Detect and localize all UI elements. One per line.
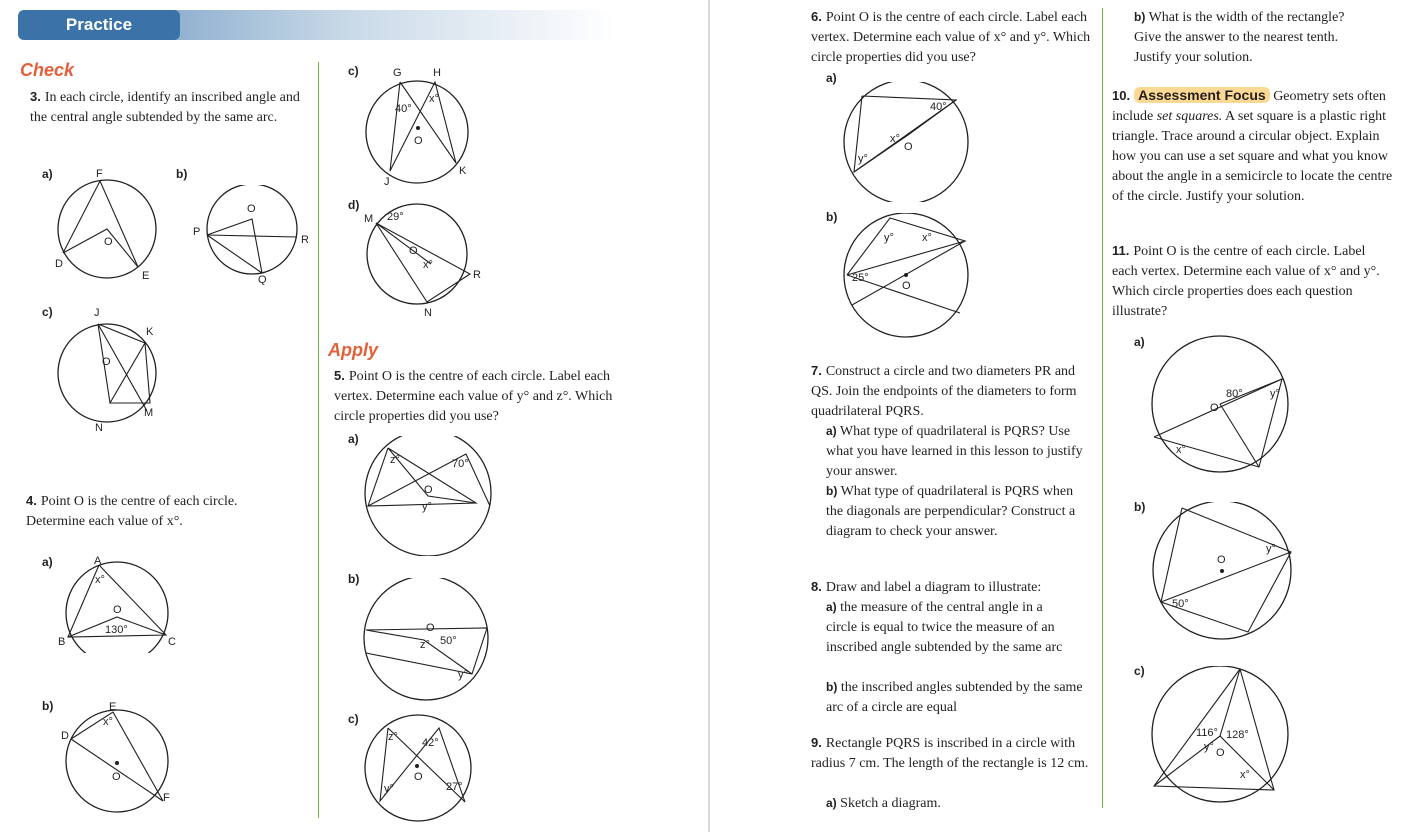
question-9a — [826, 793, 1092, 814]
q3b-circle-diagram — [190, 185, 315, 285]
vertex-label: M — [364, 213, 374, 225]
part-label: a) — [1134, 335, 1145, 349]
angle-label: 128° — [1226, 729, 1249, 741]
part-label: c) — [348, 64, 359, 78]
vertex-label: J — [384, 176, 390, 188]
question-number: 3. — [30, 89, 41, 104]
part-label: d) — [348, 198, 360, 212]
q3d-circle-diagram — [355, 196, 485, 321]
vertex-label: F — [96, 168, 103, 180]
question-text: the measure of the central angle in a circle is equal to twice the measure of an inscribed angle subtended by the same arc — [826, 600, 1063, 655]
q3c-circle-diagram — [50, 303, 175, 438]
part-label: a) — [826, 600, 837, 614]
centre-label: O — [424, 484, 433, 496]
angle-label: y° — [422, 501, 432, 513]
vertex-label: H — [433, 67, 441, 79]
angle-label: 27° — [446, 781, 463, 793]
question-text: Rectangle PQRS is inscribed in a circle with radius 7 cm. The length of the rectangle is 12 cm. — [811, 736, 1089, 771]
part-label: b) — [1134, 500, 1146, 514]
question-9 — [811, 733, 1091, 774]
question-9b — [1134, 7, 1374, 68]
angle-label: y° — [1266, 543, 1276, 555]
question-text: the inscribed angles subtended by the same arc of a circle are equal — [826, 680, 1083, 715]
part-label: c) — [1134, 664, 1145, 678]
q4a-circle-diagram — [55, 553, 185, 653]
part-label: b) — [826, 680, 838, 694]
angle-label: x° — [423, 259, 433, 271]
page-gutter — [708, 0, 710, 832]
angle-label: x° — [922, 232, 932, 244]
vertex-label: E — [109, 701, 117, 713]
column-divider-right — [1102, 8, 1103, 808]
q11a-circle-diagram — [1148, 335, 1298, 475]
vertex-label: D — [61, 730, 69, 742]
question-5 — [334, 366, 619, 427]
question-7 — [811, 361, 1096, 422]
q5c-circle-diagram — [360, 710, 500, 832]
question-text: Point O is the centre of each circle. Label each vertex. Determine each value of x° and y°. Which circle properties did you use? — [811, 10, 1091, 65]
part-label: c) — [348, 712, 359, 726]
angle-label: z° — [420, 639, 430, 651]
angle-label: z° — [390, 454, 400, 466]
vertex-label: E — [142, 270, 150, 282]
centre-label: O — [1216, 747, 1225, 759]
question-6 — [811, 7, 1096, 68]
angle-label: x° — [103, 716, 113, 728]
question-text: Point O is the centre of each circle. Determine each value of x°. — [26, 494, 238, 529]
vertex-label: F — [163, 792, 170, 804]
angle-label: 50° — [1172, 598, 1189, 610]
question-10 — [1112, 85, 1402, 207]
part-label: b) — [826, 210, 838, 224]
part-label: b) — [42, 699, 54, 713]
q6b-circle-diagram — [840, 213, 980, 338]
centre-label: O — [112, 771, 121, 783]
question-8b — [826, 677, 1088, 718]
question-7b — [826, 481, 1092, 542]
vertex-label: K — [146, 326, 154, 338]
q3a-circle-diagram — [50, 165, 170, 285]
angle-label: y° — [1270, 388, 1280, 400]
angle-label: 25° — [852, 272, 869, 284]
vertex-label: B — [58, 636, 66, 648]
part-label: b) — [348, 572, 360, 586]
q5a-circle-diagram — [360, 436, 500, 556]
question-number: 11. — [1112, 243, 1130, 258]
angle-label: y° — [858, 153, 868, 165]
question-number: 10. — [1112, 88, 1131, 103]
vertex-label: J — [94, 307, 100, 319]
vertex-label: K — [459, 165, 467, 177]
angle-label: 116° — [1196, 727, 1218, 739]
question-text: Draw and label a diagram to illustrate: — [825, 580, 1042, 595]
question-text: Point O is the centre of each circle. Label each vertex. Determine each value of x° and y°. Which circle properties does each question illustrate? — [1112, 244, 1380, 319]
part-label: a) — [42, 555, 53, 569]
part-label: b) — [1134, 10, 1146, 24]
question-7a — [826, 421, 1092, 482]
q4b-circle-diagram — [55, 697, 185, 822]
question-text: Point O is the centre of each circle. Label each vertex. Determine each value of y° and z°. Which circle properties did you use? — [334, 369, 613, 424]
centre-label: O — [904, 141, 913, 153]
angle-label: y° — [1204, 741, 1214, 753]
vertex-label: Q — [258, 274, 267, 285]
angle-label: x° — [95, 574, 105, 586]
question-text: Geometry sets often include — [1112, 89, 1386, 124]
vertex-label: R — [301, 234, 309, 246]
question-text-emphasis: set squares. — [1156, 109, 1223, 124]
question-text: Construct a circle and two diameters PR and QS. Join the endpoints of the diameters to form quadrilateral PQRS. — [811, 364, 1077, 419]
centre-label: O — [1217, 554, 1226, 566]
section-check-heading: Check — [20, 60, 75, 80]
angle-label: 29° — [387, 211, 404, 223]
q6a-circle-diagram — [840, 82, 980, 202]
question-4 — [26, 491, 286, 532]
centre-label: O — [1210, 402, 1219, 414]
part-label: b) — [826, 484, 838, 498]
question-text: In each circle, identify an inscribed angle and the central angle subtended by the same arc. — [30, 90, 300, 125]
question-3 — [30, 87, 300, 128]
vertex-label: C — [168, 636, 176, 648]
vertex-label: G — [393, 67, 402, 79]
centre-label: O — [409, 245, 418, 257]
question-number: 9. — [811, 735, 822, 750]
question-8 — [811, 577, 1096, 598]
angle-label: 40° — [930, 101, 947, 113]
question-number: 5. — [334, 368, 345, 383]
part-label: b) — [176, 167, 188, 181]
question-8a — [826, 597, 1066, 658]
vertex-label: N — [95, 422, 103, 434]
question-number: 7. — [811, 363, 822, 378]
centre-label: O — [113, 604, 122, 616]
angle-label: 50° — [440, 635, 457, 647]
angle-label: 70° — [452, 458, 469, 470]
angle-label: 42° — [422, 737, 439, 749]
vertex-label: N — [424, 307, 432, 319]
question-text: What type of quadrilateral is PQRS? Use what you have learned in this lesson to justify your answer. — [826, 424, 1083, 479]
section-apply-heading: Apply — [328, 340, 379, 360]
angle-label: x° — [429, 93, 439, 105]
angle-label: x° — [1240, 769, 1250, 781]
assessment-focus-badge: Assessment Focus — [1134, 87, 1270, 103]
question-number: 8. — [811, 579, 822, 594]
angle-label: x° — [1176, 444, 1186, 456]
question-number: 6. — [811, 9, 822, 24]
centre-label: O — [102, 356, 111, 368]
question-text: What type of quadrilateral is PQRS when the diagonals are perpendicular? Construct a diagram to check your answer. — [826, 484, 1076, 539]
column-divider-left — [318, 62, 319, 818]
q11c-circle-diagram — [1148, 666, 1298, 806]
vertex-label: M — [144, 407, 154, 419]
centre-label: O — [414, 135, 423, 147]
vertex-label: A — [94, 555, 102, 567]
angle-label: 80° — [1226, 388, 1243, 400]
centre-label: O — [104, 236, 113, 248]
angle-label: 130° — [105, 624, 128, 636]
angle-label: y° — [884, 232, 894, 244]
vertex-label: P — [193, 226, 201, 238]
part-label: a) — [826, 71, 837, 85]
angle-label: y° — [384, 783, 394, 795]
centre-label: O — [247, 203, 256, 215]
vertex-label: D — [55, 258, 63, 270]
part-label: a) — [826, 424, 837, 438]
part-label: a) — [42, 167, 53, 181]
q11b-circle-diagram — [1148, 502, 1298, 642]
question-text: What is the width of the rectangle? Give the answer to the nearest tenth. Justify your solution. — [1134, 10, 1345, 65]
question-number: 4. — [26, 493, 37, 508]
question-text: A set square is a plastic right triangle. Trace around a circular object. Explain how you can use a set square and what you know about the angle in a semicircle to locate the centre of the circle. Justify your solution. — [1112, 109, 1393, 204]
angle-label: 40° — [395, 103, 412, 115]
centre-label: O — [414, 771, 423, 783]
angle-label: y° — [458, 669, 468, 681]
banner-gradient-bar — [170, 10, 615, 40]
centre-label: O — [426, 622, 435, 634]
question-text: Sketch a diagram. — [840, 796, 941, 811]
angle-label: x° — [890, 133, 900, 145]
part-label: c) — [42, 305, 53, 319]
angle-label: z° — [388, 731, 398, 743]
vertex-label: R — [473, 269, 481, 281]
part-label: a) — [348, 432, 359, 446]
question-11 — [1112, 241, 1387, 322]
practice-banner: Practice — [18, 10, 180, 40]
q3c-gh-circle-diagram — [355, 60, 480, 190]
centre-label: O — [902, 280, 911, 292]
q5b-circle-diagram — [360, 578, 500, 703]
part-label: a) — [826, 796, 837, 810]
